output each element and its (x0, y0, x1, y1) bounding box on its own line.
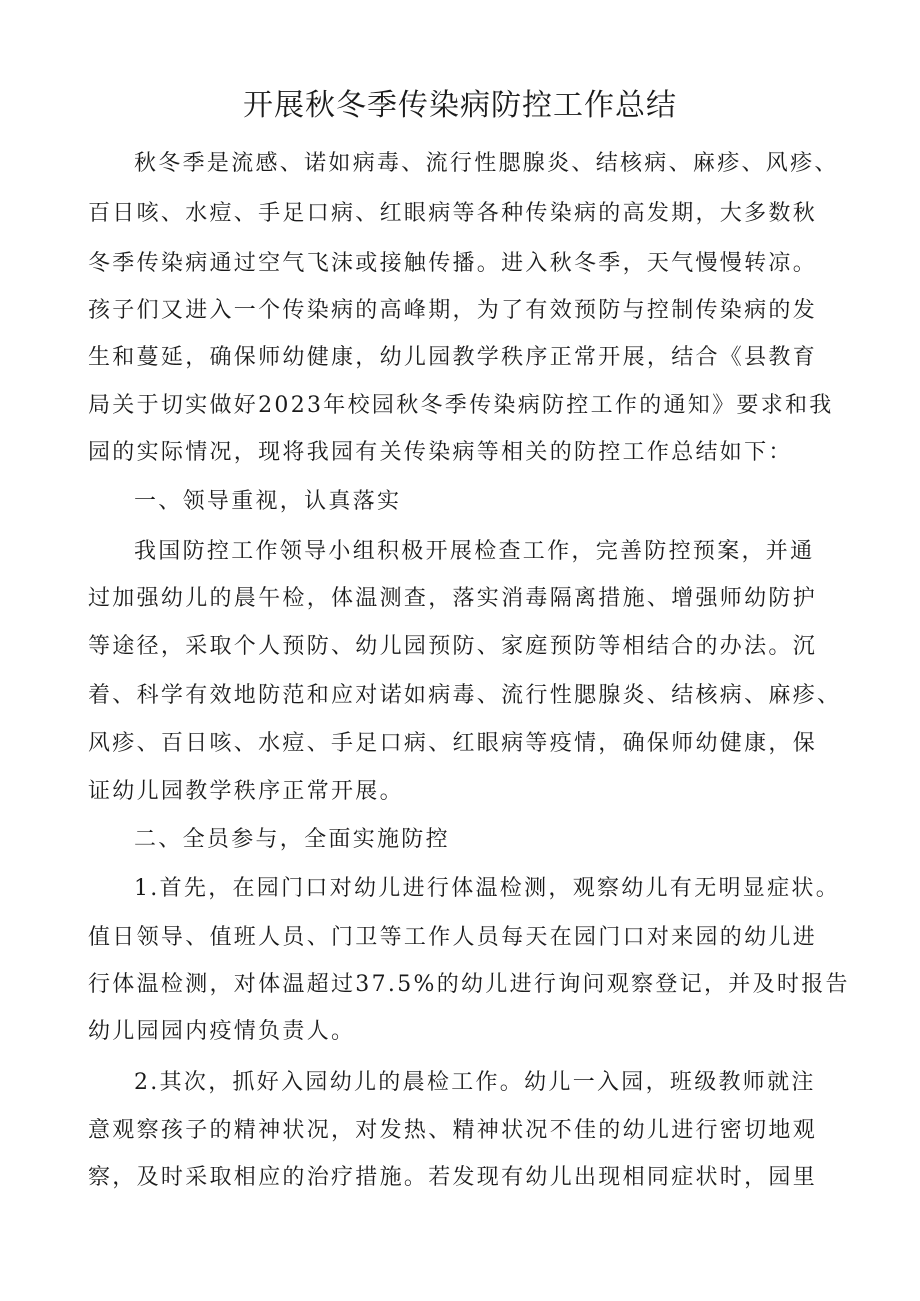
paragraph-line: 孩子们又进入一个传染病的高峰期，为了有效预防与控制传染病的发 (88, 298, 818, 323)
paragraph-line: 1.首先，在园门口对幼儿进行体温检测，观察幼儿有无明显症状。 (134, 876, 840, 901)
paragraph-line: 风疹、百日咳、水痘、手足口病、红眼病等疫情，确保师幼健康，保 (88, 731, 818, 756)
paragraph-line: 幼儿园园内疫情负责人。 (88, 1019, 356, 1044)
document-title: 开展秋冬季传染病防控工作总结 (243, 88, 677, 123)
paragraph-line: 证幼儿园教学秩序正常开展。 (88, 779, 404, 804)
paragraph-line: 意观察孩子的精神状况，对发热、精神状况不佳的幼儿进行密切地观 (88, 1118, 818, 1143)
paragraph-line: 值日领导、值班人员、门卫等工作人员每天在园门口对来园的幼儿进 (88, 925, 818, 950)
paragraph-line: 百日咳、水痘、手足口病、红眼病等各种传染病的高发期，大多数秋 (88, 201, 818, 226)
paragraph-line: 我国防控工作领导小组积极开展检查工作，完善防控预案，并通 (134, 539, 815, 564)
paragraph-line: 2.其次，抓好入园幼儿的晨检工作。幼儿一入园，班级教师就注 (134, 1070, 816, 1095)
paragraph-line: 园的实际情况，现将我园有关传染病等相关的防控工作总结如下： (88, 440, 793, 465)
paragraph-line: 秋冬季是流感、诺如病毒、流行性腮腺炎、结核病、麻疹、风疹、 (134, 151, 839, 176)
paragraph-line: 冬季传染病通过空气飞沫或接触传播。进入秋冬季，天气慢慢转凉。 (88, 251, 818, 276)
paragraph-line: 等途径，采取个人预防、幼儿园预防、家庭预防等相结合的办法。沉 (88, 634, 818, 659)
paragraph-line: 过加强幼儿的晨午检，体温测查，落实消毒隔离措施、增强师幼防护 (88, 586, 818, 611)
paragraph-line: 着、科学有效地防范和应对诺如病毒、流行性腮腺炎、结核病、麻疹、 (88, 683, 842, 708)
section-heading-2: 二、全员参与，全面实施防控 (134, 827, 450, 852)
paragraph-line: 察，及时采取相应的治疗措施。若发现有幼儿出现相同症状时，园里 (88, 1165, 818, 1190)
paragraph-line: 局关于切实做好2023年校园秋冬季传染病防控工作的通知》要求和我 (88, 393, 834, 418)
paragraph-line: 行体温检测，对体温超过37.5%的幼儿进行询问观察登记，并及时报告 (88, 972, 850, 997)
paragraph-line: 生和蔓延，确保师幼健康，幼儿园教学秩序正常开展，结合《县教育 (88, 345, 818, 370)
section-heading-1: 一、领导重视，认真落实 (134, 489, 402, 514)
